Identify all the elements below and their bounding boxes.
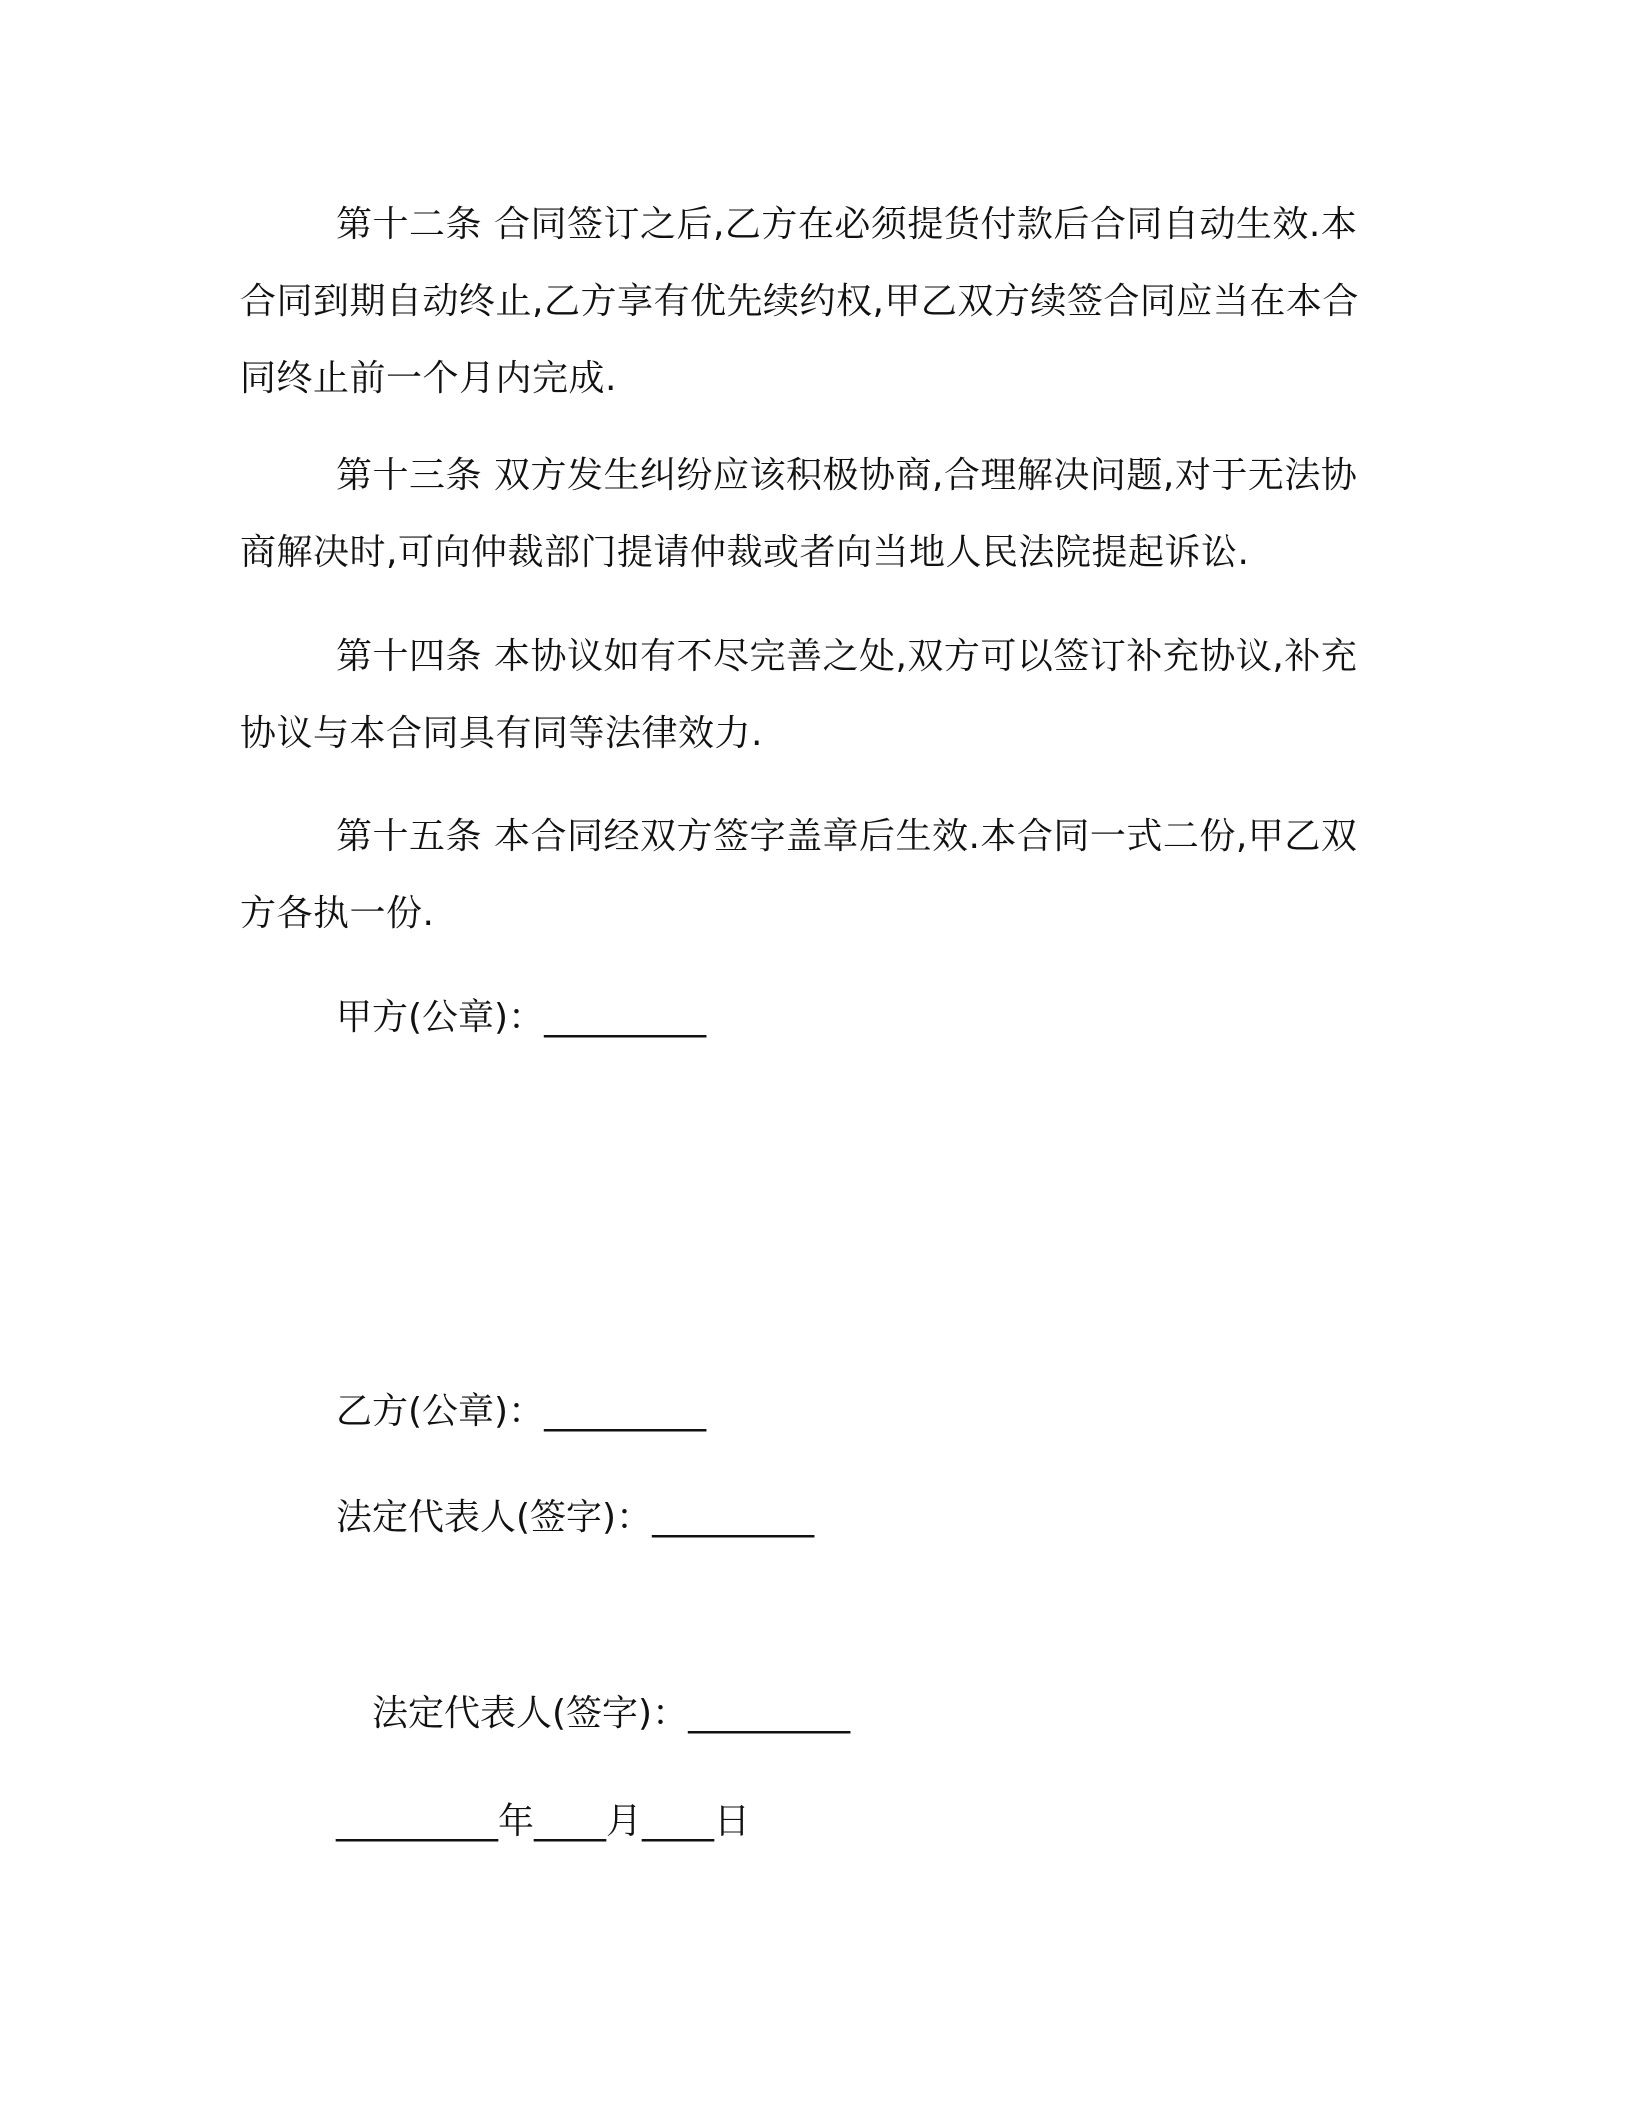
legal-representative-signature-line-2: 法定代表人(签字)：_________ [372,1693,851,1734]
article-label: 第十四条 [336,636,483,677]
article-14 [240,618,1380,772]
article-text: 双方发生纠纷应该积极协商,合理解决问题,对于无法协商解决时,可向仲裁部门提请仲裁或者向当地人民法院提起诉讼. [240,455,1358,573]
party-b-seal-line: 乙方(公章)：_________ [336,1391,707,1432]
article-text: 本协议如有不尽完善之处,双方可以签订补充协议,补充协议与本合同具有同等法律效力. [240,636,1358,754]
article-label: 第十五条 [336,816,483,857]
article-15 [240,798,1380,952]
article-text: 本合同经双方签字盖章后生效.本合同一式二份,甲乙双方各执一份. [240,816,1358,934]
article-label: 第十三条 [336,455,483,496]
party-a-seal-line: 甲方(公章)：_________ [336,997,707,1038]
article-text: 合同签订之后,乙方在必须提货付款后合同自动生效.本合同到期自动终止,乙方享有优先续约权,甲乙双方续签合同应当在本合同终止前一个月内完成. [240,204,1359,399]
date-line: _________年____月____日 [336,1801,750,1842]
article-12 [240,186,1380,417]
article-13 [240,437,1380,591]
article-label: 第十二条 [336,204,483,245]
legal-representative-signature-line: 法定代表人(签字)：_________ [336,1497,815,1538]
